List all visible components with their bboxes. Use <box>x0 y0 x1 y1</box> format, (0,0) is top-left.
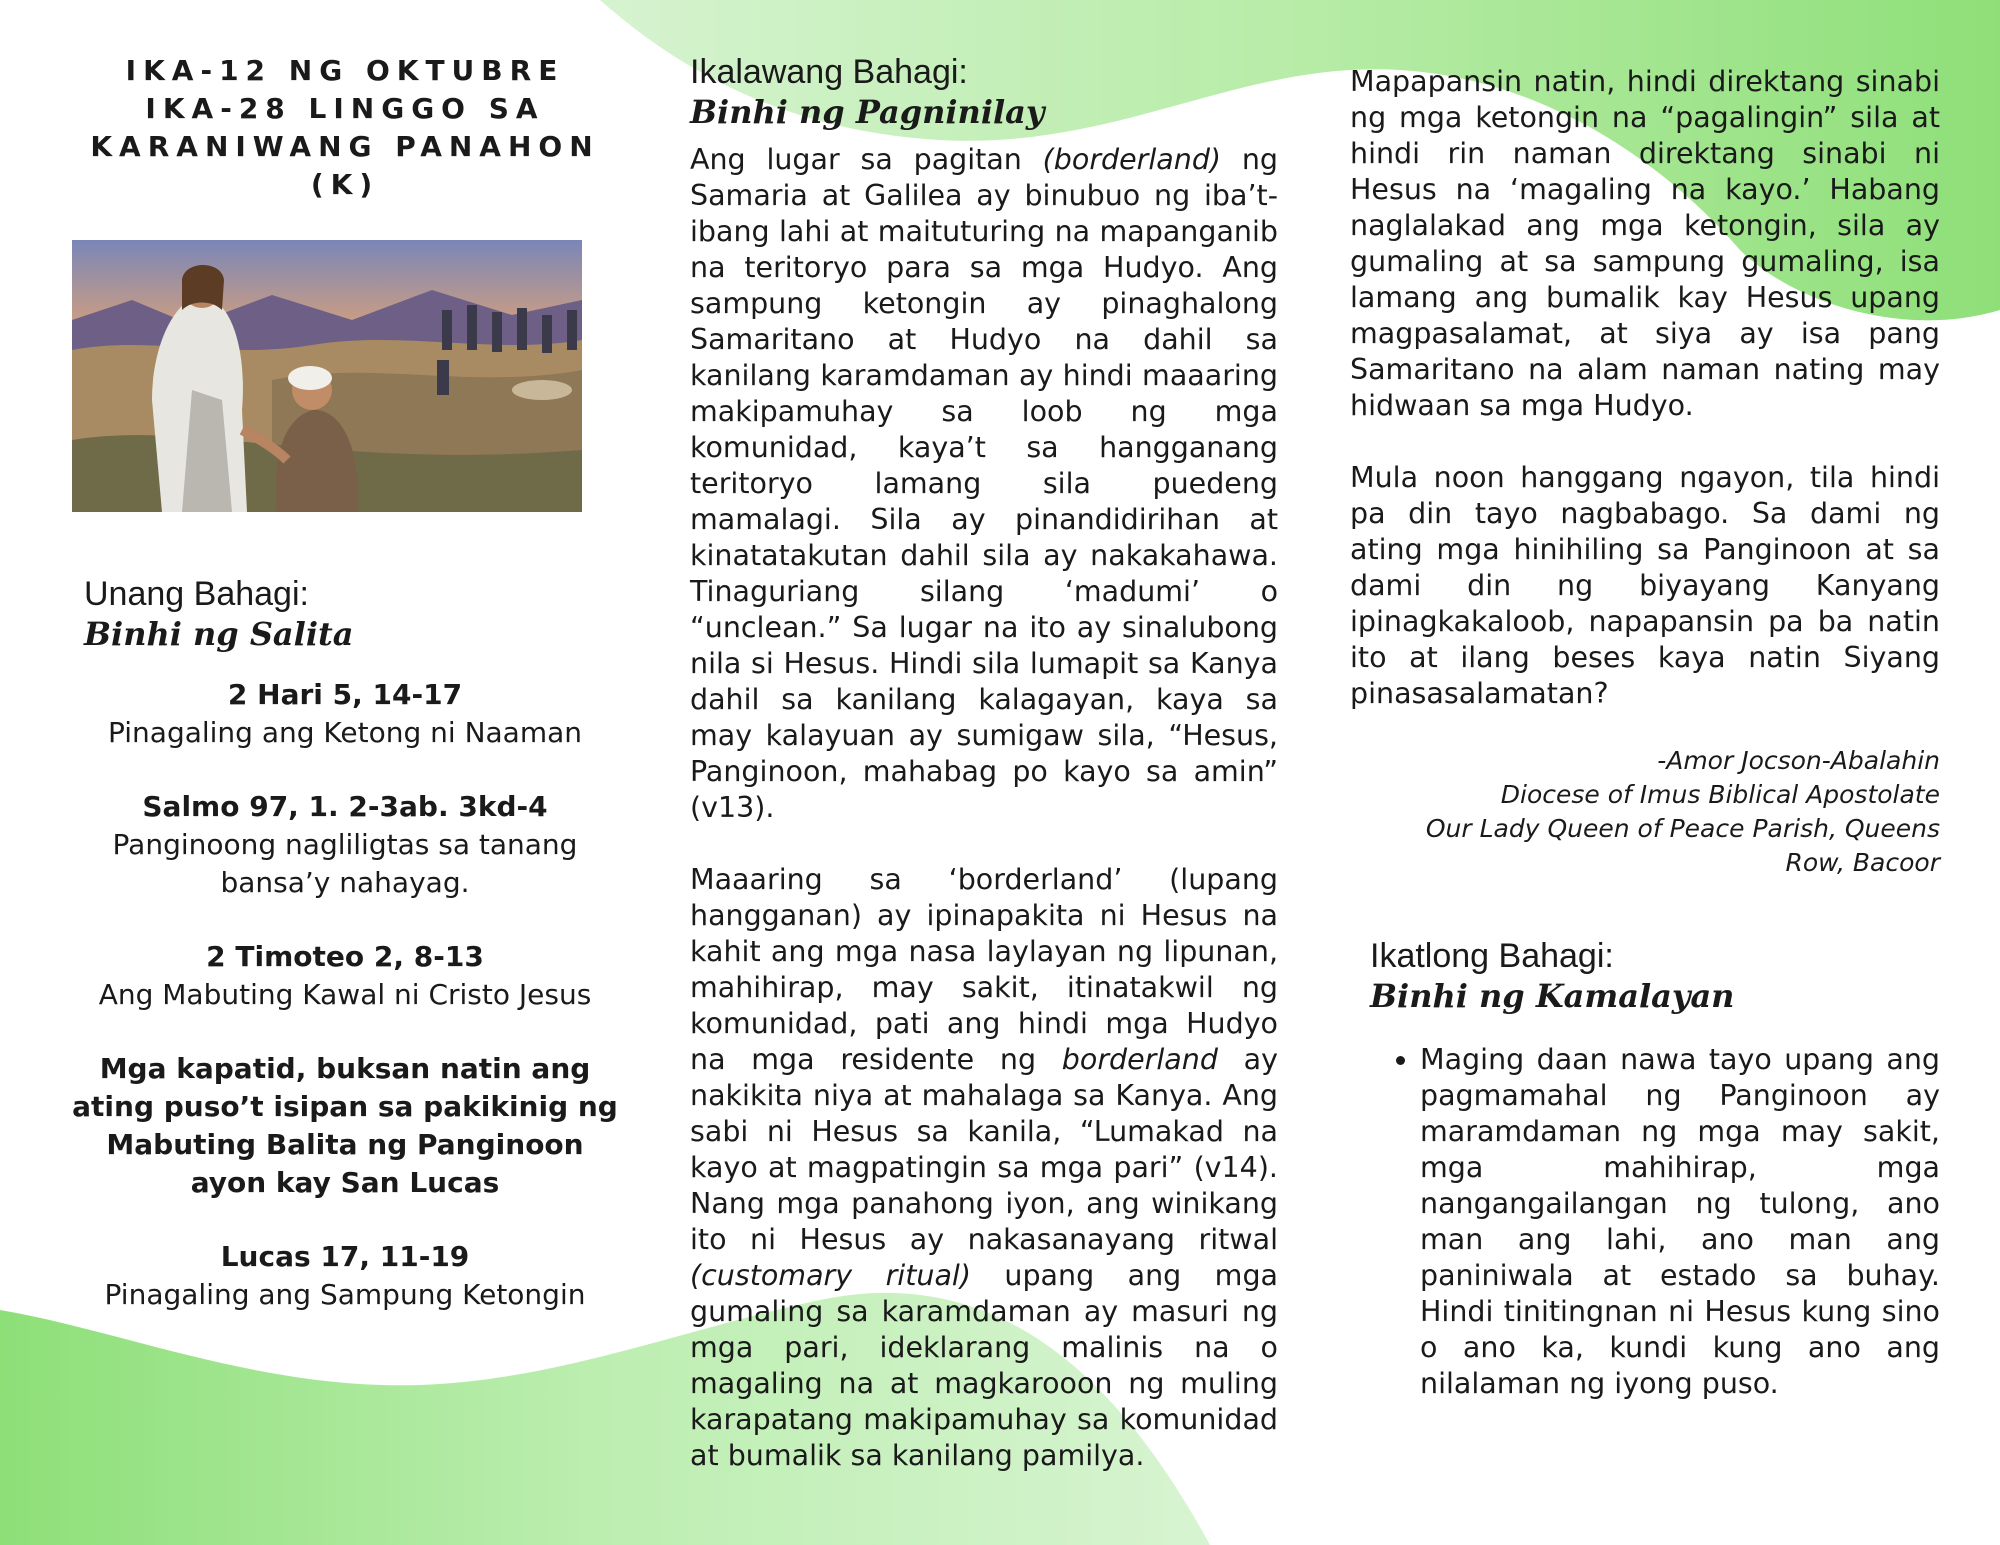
author-name: -Amor Jocson-Abalahin <box>1657 746 1940 775</box>
author-organization: Diocese of Imus Biblical Apostolate <box>1500 780 1940 809</box>
author-signature <box>1350 744 1940 880</box>
gospel-ref: Lucas 17, 11-19 <box>220 1240 470 1273</box>
part3-heading <box>1370 936 1940 1016</box>
cycle-line: (K) <box>310 168 380 201</box>
psalm-ref: Salmo 97, 1. 2-3ab. 3kd-4 <box>142 790 548 823</box>
sunday-line: IKA-28 LINGGO SA <box>145 92 545 125</box>
season-line: KARANIWANG PANAHON <box>90 130 600 163</box>
reflection-text <box>690 142 1278 1474</box>
emphasis-text: (borderland) <box>1042 143 1222 176</box>
list-item: • Maging daan nawa tayo upang ang pagmamahal ng Panginoon ay maramdaman ng mga may sakit, mga mahihirap, mga nangangailangan ng tulong, ano man ang lahi, ano man ang paniniwala at estado sa buhay. Hindi tinitingnan ni Hesus kung sino o ano ka, kundi kung ano ang nilalaman ng iyong puso. <box>1420 1042 1940 1402</box>
text-run: Ang lugar sa pagitan <box>690 143 1043 176</box>
text-run: ng Samaria at Galilea ay binubuo ng iba’t-ibang lahi at maituturing na mapanganib na teritoryo para sa mga Hudyo. Ang sampung ketongin ay pinaghalong Samaritano at Hudyo na dahil sa kanilang karamdaman ay hindi maaaring makipamuhay sa loob ng mga komunidad, kaya’t sa hangganang teritoryo lamang sila puedeng mamalagi. Sila ay pinandidirihan at kinatatakutan dahil sila ay nakakahawa. Tinaguriang silang ‘madumi’ o “unclean.” Sa lugar na ito ay sinalubong nila si Hesus. Hindi sila lumapit sa Kanya dahil sa kanilang kalagayan, kaya sa may kalayuan ay sumigaw sila, “Hesus, Panginoon, mahabag po kayo sa amin” (v13). <box>690 143 1278 824</box>
reflection-continued <box>1350 64 1940 712</box>
part1-title: Binhi ng Salita <box>84 615 354 653</box>
part2-heading <box>690 52 1278 132</box>
psalm-desc: Panginoong nagliligtas sa tanang bansa’y nahayag. <box>112 828 578 899</box>
emphasis-text: borderland <box>1061 1043 1218 1076</box>
first-reading-desc: Pinagaling ang Ketong ni Naaman <box>107 716 583 749</box>
second-reading-ref: 2 Timoteo 2, 8-13 <box>206 940 484 973</box>
reflection-paragraph-2 <box>690 862 1278 1474</box>
text-run: ay nakikita niya at mahalaga sa Kanya. Ang sabi ni Hesus sa kanila, “Lumakad na kayo at magpatingin sa mga pari” (v14). Nang mga panahong iyon, ang winikang ito ni Hesus ay nakasanayang ritwal <box>690 1043 1279 1256</box>
psalm <box>70 788 620 902</box>
middle-column <box>690 52 1278 1510</box>
reflection-paragraph-1 <box>690 142 1278 826</box>
liturgical-date-title <box>70 52 620 204</box>
gospel-reading <box>70 1238 620 1314</box>
first-reading <box>70 676 620 752</box>
reflection-paragraph-3: Mapapansin natin, hindi direktang sinabi ng mga ketongin na “pagalingin” sila at hindi rin naman direktang sinabi ni Hesus na ‘magaling na kayo.’ Habang naglalakad ang mga ketongin, sila ay gumaling at sa sampung gumaling, isa lamang ang bumalik kay Hesus upang magpasalamat, at siya ay isa pang Samaritano na alam naman nating may hidwaan sa mga Hudyo. <box>1350 65 1940 422</box>
text-run: Maaaring sa ‘borderland’ (lupang hangganan) ay ipinapakita ni Hesus na kahit ang mga nasa laylayan ng lipunan, mahihirap, may sakit, itinatakwil ng komunidad, pati ang hindi mga Hudyo na mga residente ng <box>690 863 1278 1076</box>
part3-label: Ikatlong Bahagi: <box>1370 937 1614 975</box>
awareness-list <box>1350 1042 1940 1402</box>
second-reading-desc: Ang Mabuting Kawal ni Cristo Jesus <box>98 978 592 1011</box>
part1-heading <box>84 574 620 654</box>
text-run: upang ang mga gumaling sa karamdaman ay masuri ng mga pari, ideklarang malinis na o magaling na at magkarooon ng muling karapatang makipamuhay sa komunidad at bumalik sa kanilang pamilya. <box>690 1259 1278 1472</box>
part2-label: Ikalawang Bahagi: <box>690 53 968 91</box>
jesus-heals-leper-illustration <box>72 240 582 512</box>
author-parish: Our Lady Queen of Peace Parish, Queens Row, Bacoor <box>1425 814 1940 877</box>
date-line: IKA-12 NG OKTUBRE <box>125 54 565 87</box>
first-reading-ref: 2 Hari 5, 14-17 <box>227 678 463 711</box>
reflection-paragraph-4: Mula noon hanggang ngayon, tila hindi pa din tayo nagbabago. Sa dami ng ating mga hinihiling sa Panginoon at sa dami din ng biyayang Kanyang ipinagkakaloob, napapansin pa ba natin ito at ilang beses kaya natin Siyang pinasasalamatan? <box>1350 461 1940 710</box>
gospel-desc: Pinagaling ang Sampung Ketongin <box>104 1278 586 1311</box>
second-reading <box>70 938 620 1014</box>
part2-title: Binhi ng Pagninilay <box>690 93 1045 131</box>
part3-title: Binhi ng Kamalayan <box>1370 977 1735 1015</box>
emphasis-text: (customary ritual) <box>690 1259 971 1292</box>
part1-label: Unang Bahagi: <box>84 575 309 613</box>
left-column <box>70 52 620 1350</box>
gospel-invitation: Mga kapatid, buksan natin ang ating puso’t isipan sa pakikinig ng Mabuting Balita ng Panginoon ayon kay San Lucas <box>72 1052 618 1199</box>
right-column <box>1350 64 1940 1402</box>
